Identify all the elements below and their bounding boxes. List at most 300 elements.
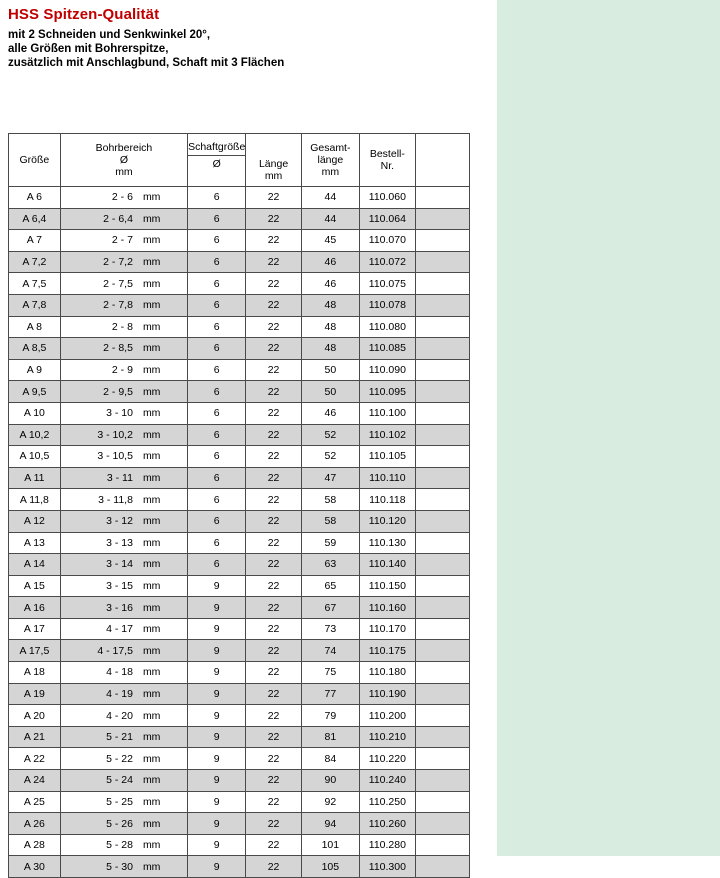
heading-block — [8, 6, 478, 70]
cell-gesamtlaenge: 75 — [301, 662, 359, 684]
cell-gesamtlaenge: 52 — [301, 446, 359, 468]
cell-extra — [415, 597, 469, 619]
cell-gesamtlaenge: 59 — [301, 532, 359, 554]
cell-bohrbereich-unit: mm — [142, 191, 161, 204]
cell-bestellnummer: 110.180 — [359, 662, 415, 684]
cell-bohrbereich-unit: mm — [142, 666, 161, 679]
table-row — [9, 813, 470, 835]
cell-bohrbereich — [60, 381, 187, 403]
cell-bohrbereich-unit: mm — [142, 256, 161, 269]
page-title: HSS Spitzen-Qualität — [8, 6, 160, 23]
cell-bohrbereich — [60, 834, 187, 856]
cell-schaft-laenge: 22 — [246, 597, 302, 619]
cell-extra — [415, 208, 469, 230]
cell-bohrbereich-range: 2 - 6 — [111, 191, 133, 204]
table-row — [9, 381, 470, 403]
cell-bestellnummer: 110.200 — [359, 705, 415, 727]
header-bestell-line1: Bestell- — [369, 148, 405, 160]
cell-bohrbereich-range: 2 - 7,2 — [103, 256, 133, 269]
cell-schaft-laenge: 22 — [246, 359, 302, 381]
cell-bohrbereich-range: 3 - 12 — [106, 515, 133, 528]
cell-groesse: A 15 — [9, 575, 61, 597]
cell-bohrbereich-unit: mm — [142, 795, 161, 808]
cell-schaft-durchmesser: 6 — [188, 489, 246, 511]
cell-schaft-laenge: 22 — [246, 748, 302, 770]
cell-bestellnummer: 110.078 — [359, 294, 415, 316]
cell-bohrbereich — [60, 683, 187, 705]
cell-groesse: A 25 — [9, 791, 61, 813]
cell-schaft-laenge: 22 — [246, 338, 302, 360]
cell-schaft-laenge: 22 — [246, 705, 302, 727]
cell-schaft-durchmesser: 9 — [188, 770, 246, 792]
cell-bohrbereich-range: 5 - 21 — [106, 731, 133, 744]
table-row — [9, 640, 470, 662]
cell-bestellnummer: 110.220 — [359, 748, 415, 770]
cell-bohrbereich-range: 3 - 11,8 — [98, 493, 133, 506]
cell-bohrbereich-range: 3 - 13 — [106, 536, 133, 549]
cell-gesamtlaenge: 65 — [301, 575, 359, 597]
subtitle-line-2: alle Größen mit Bohrerspitze, — [8, 43, 169, 55]
cell-bohrbereich-range: 2 - 6,4 — [103, 212, 133, 225]
cell-groesse: A 6 — [9, 187, 61, 209]
cell-bohrbereich-unit: mm — [142, 493, 161, 506]
cell-schaft-laenge: 22 — [246, 618, 302, 640]
cell-bohrbereich — [60, 187, 187, 209]
cell-gesamtlaenge: 46 — [301, 402, 359, 424]
cell-extra — [415, 316, 469, 338]
cell-bohrbereich-range: 5 - 26 — [106, 817, 133, 830]
table-row — [9, 532, 470, 554]
header-gesamtlaenge — [301, 134, 359, 187]
cell-bohrbereich — [60, 230, 187, 252]
table-row — [9, 618, 470, 640]
subtitle-line-1: mit 2 Schneiden und Senkwinkel 20°, — [8, 29, 211, 41]
cell-bestellnummer: 110.095 — [359, 381, 415, 403]
cell-groesse: A 18 — [9, 662, 61, 684]
cell-gesamtlaenge: 105 — [301, 856, 359, 878]
cell-bestellnummer: 110.100 — [359, 402, 415, 424]
cell-schaft-laenge: 22 — [246, 662, 302, 684]
header-groesse: Größe — [9, 134, 61, 187]
cell-groesse: A 30 — [9, 856, 61, 878]
cell-bohrbereich-unit: mm — [142, 558, 161, 571]
cell-schaft-laenge: 22 — [246, 446, 302, 468]
cell-extra — [415, 748, 469, 770]
cell-bohrbereich — [60, 662, 187, 684]
header-schaft-d-symbol: Ø — [212, 157, 221, 170]
cell-bohrbereich — [60, 446, 187, 468]
header-gesamt-line1: Gesamt- — [310, 142, 351, 154]
cell-bohrbereich-unit: mm — [142, 450, 161, 463]
cell-bohrbereich-unit: mm — [142, 515, 161, 528]
cell-schaft-durchmesser: 6 — [188, 424, 246, 446]
cell-extra — [415, 813, 469, 835]
cell-groesse: A 12 — [9, 510, 61, 532]
cell-gesamtlaenge: 77 — [301, 683, 359, 705]
cell-groesse: A 22 — [9, 748, 61, 770]
cell-bohrbereich-range: 5 - 25 — [106, 795, 133, 808]
cell-gesamtlaenge: 48 — [301, 338, 359, 360]
table-row — [9, 230, 470, 252]
cell-extra — [415, 402, 469, 424]
cell-extra — [415, 424, 469, 446]
header-bohrbereich-label: Bohrbereich — [95, 142, 153, 154]
cell-schaft-laenge: 22 — [246, 726, 302, 748]
table-header — [9, 134, 470, 187]
cell-bohrbereich-unit: mm — [142, 817, 161, 830]
cell-bohrbereich — [60, 532, 187, 554]
cell-bestellnummer: 110.102 — [359, 424, 415, 446]
cell-bohrbereich-range: 4 - 18 — [106, 666, 133, 679]
header-bohrbereich — [60, 134, 187, 187]
cell-groesse: A 20 — [9, 705, 61, 727]
cell-schaft-durchmesser: 6 — [188, 510, 246, 532]
table-row — [9, 597, 470, 619]
cell-groesse: A 6,4 — [9, 208, 61, 230]
cell-extra — [415, 187, 469, 209]
cell-gesamtlaenge: 50 — [301, 381, 359, 403]
cell-schaft-laenge: 22 — [246, 856, 302, 878]
cell-extra — [415, 856, 469, 878]
cell-bohrbereich-unit: mm — [142, 212, 161, 225]
cell-gesamtlaenge: 44 — [301, 208, 359, 230]
cell-gesamtlaenge: 92 — [301, 791, 359, 813]
cell-bohrbereich-unit: mm — [142, 277, 161, 290]
cell-bestellnummer: 110.105 — [359, 446, 415, 468]
cell-bohrbereich-range: 4 - 20 — [106, 709, 133, 722]
table-row — [9, 662, 470, 684]
cell-schaft-laenge: 22 — [246, 489, 302, 511]
cell-bestellnummer: 110.110 — [359, 467, 415, 489]
cell-gesamtlaenge: 48 — [301, 316, 359, 338]
cell-schaft-durchmesser: 9 — [188, 618, 246, 640]
table-row — [9, 446, 470, 468]
cell-bestellnummer: 110.160 — [359, 597, 415, 619]
cell-extra — [415, 554, 469, 576]
cell-groesse: A 7,2 — [9, 251, 61, 273]
header-schaft-durchmesser — [188, 134, 246, 187]
header-bestell-line2: Nr. — [380, 160, 395, 172]
cell-bohrbereich — [60, 791, 187, 813]
cell-bestellnummer: 110.140 — [359, 554, 415, 576]
cell-bestellnummer: 110.170 — [359, 618, 415, 640]
cell-bohrbereich-unit: mm — [142, 234, 161, 247]
cell-schaft-laenge: 22 — [246, 834, 302, 856]
cell-bohrbereich-unit: mm — [142, 536, 161, 549]
cell-bestellnummer: 110.118 — [359, 489, 415, 511]
cell-schaft-durchmesser: 6 — [188, 446, 246, 468]
cell-bohrbereich — [60, 597, 187, 619]
cell-schaft-laenge: 22 — [246, 791, 302, 813]
cell-gesamtlaenge: 101 — [301, 834, 359, 856]
cell-bohrbereich — [60, 856, 187, 878]
cell-bohrbereich-unit: mm — [142, 623, 161, 636]
header-schaft-laenge — [246, 134, 302, 187]
cell-bohrbereich-range: 2 - 8 — [111, 320, 133, 333]
cell-bohrbereich-unit: mm — [142, 385, 161, 398]
cell-groesse: A 7,8 — [9, 294, 61, 316]
cell-bohrbereich-unit: mm — [142, 752, 161, 765]
cell-groesse: A 7,5 — [9, 273, 61, 295]
cell-bohrbereich-range: 3 - 10,5 — [97, 450, 133, 463]
cell-bestellnummer: 110.085 — [359, 338, 415, 360]
cell-bestellnummer: 110.070 — [359, 230, 415, 252]
cell-groesse: A 11,8 — [9, 489, 61, 511]
cell-gesamtlaenge: 52 — [301, 424, 359, 446]
cell-bohrbereich — [60, 510, 187, 532]
table-row — [9, 554, 470, 576]
cell-bestellnummer: 110.260 — [359, 813, 415, 835]
cell-schaft-laenge: 22 — [246, 510, 302, 532]
cell-schaft-durchmesser: 6 — [188, 381, 246, 403]
cell-bohrbereich — [60, 640, 187, 662]
table-row — [9, 251, 470, 273]
cell-bohrbereich-range: 2 - 7,8 — [103, 299, 133, 312]
cell-bohrbereich-range: 3 - 10 — [106, 407, 133, 420]
cell-extra — [415, 662, 469, 684]
cell-schaft-durchmesser: 9 — [188, 683, 246, 705]
cell-bohrbereich-unit: mm — [142, 320, 161, 333]
cell-schaft-laenge: 22 — [246, 208, 302, 230]
cell-bestellnummer: 110.300 — [359, 856, 415, 878]
cell-schaft-durchmesser: 9 — [188, 726, 246, 748]
cell-schaft-durchmesser: 9 — [188, 834, 246, 856]
cell-extra — [415, 705, 469, 727]
table-row — [9, 683, 470, 705]
cell-bohrbereich-range: 4 - 19 — [106, 687, 133, 700]
cell-gesamtlaenge: 50 — [301, 359, 359, 381]
cell-bohrbereich-unit: mm — [142, 731, 161, 744]
table-row — [9, 359, 470, 381]
cell-schaft-laenge: 22 — [246, 381, 302, 403]
cell-extra — [415, 446, 469, 468]
cell-gesamtlaenge: 46 — [301, 273, 359, 295]
subtitle-line-3: zusätzlich mit Anschlagbund, Schaft mit 3 Flächen — [8, 57, 285, 69]
cell-groesse: A 26 — [9, 813, 61, 835]
cell-bestellnummer: 110.175 — [359, 640, 415, 662]
cell-extra — [415, 251, 469, 273]
cell-gesamtlaenge: 74 — [301, 640, 359, 662]
cell-schaft-durchmesser: 6 — [188, 230, 246, 252]
cell-gesamtlaenge: 67 — [301, 597, 359, 619]
table-row — [9, 834, 470, 856]
cell-groesse: A 21 — [9, 726, 61, 748]
cell-bohrbereich-range: 5 - 24 — [106, 774, 133, 787]
header-schaft-l-unit: mm — [264, 169, 283, 182]
cell-bohrbereich-range: 3 - 14 — [106, 558, 133, 571]
cell-gesamtlaenge: 84 — [301, 748, 359, 770]
cell-schaft-laenge: 22 — [246, 683, 302, 705]
cell-extra — [415, 381, 469, 403]
cell-bohrbereich — [60, 424, 187, 446]
cell-extra — [415, 575, 469, 597]
cell-schaft-laenge: 22 — [246, 770, 302, 792]
cell-schaft-durchmesser: 9 — [188, 640, 246, 662]
cell-groesse: A 11 — [9, 467, 61, 489]
header-bohrbereich-diameter: Ø — [119, 154, 129, 166]
cell-gesamtlaenge: 46 — [301, 251, 359, 273]
table-row — [9, 726, 470, 748]
cell-bohrbereich — [60, 316, 187, 338]
cell-schaft-laenge: 22 — [246, 187, 302, 209]
cell-bohrbereich — [60, 251, 187, 273]
cell-bohrbereich-range: 5 - 22 — [106, 752, 133, 765]
cell-schaft-laenge: 22 — [246, 813, 302, 835]
cell-schaft-durchmesser: 9 — [188, 597, 246, 619]
cell-extra — [415, 510, 469, 532]
cell-bohrbereich-unit: mm — [142, 774, 161, 787]
cell-bohrbereich — [60, 273, 187, 295]
cell-extra — [415, 791, 469, 813]
cell-groesse: A 10,5 — [9, 446, 61, 468]
header-extra — [415, 134, 469, 187]
cell-bohrbereich-unit: mm — [142, 709, 161, 722]
cell-bohrbereich-unit: mm — [142, 687, 161, 700]
cell-schaft-laenge: 22 — [246, 294, 302, 316]
cell-schaft-durchmesser: 9 — [188, 748, 246, 770]
cell-bestellnummer: 110.210 — [359, 726, 415, 748]
cell-gesamtlaenge: 45 — [301, 230, 359, 252]
cell-gesamtlaenge: 63 — [301, 554, 359, 576]
table-row — [9, 208, 470, 230]
cell-schaft-laenge: 22 — [246, 273, 302, 295]
cell-bohrbereich-range: 3 - 15 — [106, 579, 133, 592]
cell-bohrbereich-range: 4 - 17 — [106, 623, 133, 636]
cell-groesse: A 24 — [9, 770, 61, 792]
cell-bestellnummer: 110.080 — [359, 316, 415, 338]
cell-schaft-laenge: 22 — [246, 316, 302, 338]
cell-gesamtlaenge: 48 — [301, 294, 359, 316]
cell-bohrbereich-unit: mm — [142, 364, 161, 377]
cell-schaft-laenge: 22 — [246, 554, 302, 576]
cell-groesse: A 7 — [9, 230, 61, 252]
cell-schaft-durchmesser: 6 — [188, 294, 246, 316]
cell-groesse: A 8 — [9, 316, 61, 338]
cell-groesse: A 19 — [9, 683, 61, 705]
cell-bohrbereich-range: 3 - 16 — [106, 601, 133, 614]
cell-groesse: A 10 — [9, 402, 61, 424]
cell-groesse: A 9,5 — [9, 381, 61, 403]
cell-gesamtlaenge: 58 — [301, 489, 359, 511]
table-row — [9, 338, 470, 360]
cell-bohrbereich — [60, 813, 187, 835]
cell-bohrbereich — [60, 489, 187, 511]
cell-bohrbereich-range: 2 - 9 — [111, 364, 133, 377]
cell-bohrbereich — [60, 554, 187, 576]
cell-bohrbereich — [60, 402, 187, 424]
cell-gesamtlaenge: 90 — [301, 770, 359, 792]
cell-bohrbereich — [60, 359, 187, 381]
cell-bohrbereich-unit: mm — [142, 601, 161, 614]
cell-bohrbereich-range: 2 - 7,5 — [103, 277, 133, 290]
cell-bestellnummer: 110.075 — [359, 273, 415, 295]
cell-schaft-durchmesser: 6 — [188, 251, 246, 273]
cell-bohrbereich-unit: mm — [142, 472, 161, 485]
table-row — [9, 705, 470, 727]
cell-bestellnummer: 110.250 — [359, 791, 415, 813]
cell-bohrbereich-unit: mm — [142, 299, 161, 312]
cell-bohrbereich-range: 5 - 28 — [106, 839, 133, 852]
cell-bohrbereich-unit: mm — [142, 579, 161, 592]
cell-extra — [415, 683, 469, 705]
cell-groesse: A 13 — [9, 532, 61, 554]
cell-schaft-durchmesser: 6 — [188, 554, 246, 576]
cell-extra — [415, 532, 469, 554]
cell-schaft-laenge: 22 — [246, 402, 302, 424]
cell-schaft-durchmesser: 9 — [188, 705, 246, 727]
cell-extra — [415, 770, 469, 792]
cell-groesse: A 8,5 — [9, 338, 61, 360]
cell-bohrbereich-range: 2 - 9,5 — [103, 385, 133, 398]
table-row — [9, 294, 470, 316]
cell-schaft-durchmesser: 6 — [188, 208, 246, 230]
cell-bohrbereich-unit: mm — [142, 428, 161, 441]
cell-extra — [415, 359, 469, 381]
table-row — [9, 575, 470, 597]
cell-groesse: A 28 — [9, 834, 61, 856]
cell-bestellnummer: 110.150 — [359, 575, 415, 597]
cell-schaft-durchmesser: 9 — [188, 575, 246, 597]
table-row — [9, 402, 470, 424]
cell-extra — [415, 338, 469, 360]
cell-extra — [415, 489, 469, 511]
cell-bohrbereich-unit: mm — [142, 342, 161, 355]
cell-groesse: A 17,5 — [9, 640, 61, 662]
cell-bohrbereich-range: 3 - 10,2 — [97, 428, 133, 441]
cell-schaft-durchmesser: 6 — [188, 532, 246, 554]
cell-extra — [415, 467, 469, 489]
table-row — [9, 489, 470, 511]
cell-schaft-durchmesser: 9 — [188, 856, 246, 878]
cell-bestellnummer: 110.060 — [359, 187, 415, 209]
cell-bestellnummer: 110.072 — [359, 251, 415, 273]
cell-bestellnummer: 110.090 — [359, 359, 415, 381]
cell-gesamtlaenge: 58 — [301, 510, 359, 532]
cell-bohrbereich — [60, 770, 187, 792]
cell-gesamtlaenge: 79 — [301, 705, 359, 727]
cell-bohrbereich — [60, 294, 187, 316]
cell-schaft-durchmesser: 9 — [188, 813, 246, 835]
cell-bohrbereich-unit: mm — [142, 407, 161, 420]
cell-bestellnummer: 110.280 — [359, 834, 415, 856]
cell-gesamtlaenge: 47 — [301, 467, 359, 489]
cell-bestellnummer: 110.130 — [359, 532, 415, 554]
cell-groesse: A 9 — [9, 359, 61, 381]
cell-groesse: A 10,2 — [9, 424, 61, 446]
cell-gesamtlaenge: 44 — [301, 187, 359, 209]
cell-bohrbereich — [60, 208, 187, 230]
cell-bohrbereich-range: 5 - 30 — [106, 860, 133, 873]
cell-bohrbereich — [60, 575, 187, 597]
table-row — [9, 187, 470, 209]
cell-schaft-laenge: 22 — [246, 424, 302, 446]
cell-schaft-durchmesser: 6 — [188, 402, 246, 424]
cell-schaft-durchmesser: 9 — [188, 791, 246, 813]
cell-extra — [415, 230, 469, 252]
cell-groesse: A 14 — [9, 554, 61, 576]
cell-schaft-durchmesser: 6 — [188, 467, 246, 489]
cell-gesamtlaenge: 81 — [301, 726, 359, 748]
cell-schaft-laenge: 22 — [246, 251, 302, 273]
cell-bohrbereich — [60, 618, 187, 640]
table-row — [9, 856, 470, 878]
cell-schaft-laenge: 22 — [246, 640, 302, 662]
cell-schaft-laenge: 22 — [246, 230, 302, 252]
cell-bohrbereich — [60, 726, 187, 748]
spec-table-container — [8, 133, 470, 878]
table-row — [9, 316, 470, 338]
cell-gesamtlaenge: 73 — [301, 618, 359, 640]
